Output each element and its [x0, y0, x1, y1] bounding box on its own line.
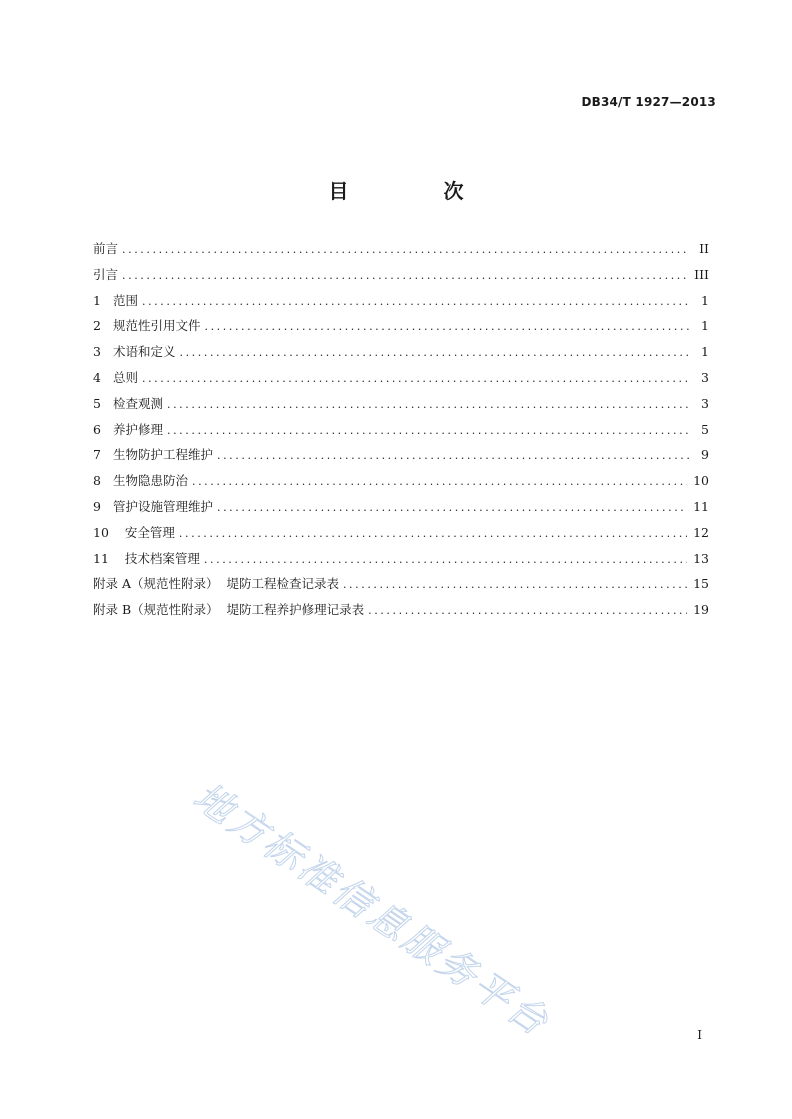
toc-entry-number: 3 [93, 344, 101, 360]
toc-entry-title: 生物隐患防治 [112, 473, 188, 489]
toc-entry[interactable] [93, 442, 709, 468]
toc-entry[interactable] [93, 468, 709, 494]
toc-entry-page: 3 [701, 369, 709, 385]
toc-entry-number: 9 [93, 498, 101, 514]
toc-entry-title: 附录 B（规范性附录） 堤防工程养护修理记录表 [93, 602, 365, 618]
toc-entry-page: 1 [701, 292, 709, 308]
toc-leader-dots [122, 237, 689, 263]
toc-entry-page: 19 [693, 602, 709, 618]
toc-leader-dots [343, 572, 687, 598]
toc-entry-title: 附录 A（规范性附录） 堤防工程检查记录表 [93, 576, 339, 592]
toc-entry-page: II [699, 241, 709, 256]
toc-leader-dots [368, 598, 687, 624]
toc-entry[interactable] [93, 494, 709, 520]
page-number: I [697, 1028, 702, 1042]
toc-leader-dots [142, 289, 689, 315]
toc-entry-number: 11 [93, 550, 109, 566]
toc-entry-page: 15 [693, 576, 709, 592]
toc-entry-page: 9 [701, 447, 709, 463]
toc-leader-dots [167, 418, 689, 444]
toc-entry-number: 5 [93, 395, 101, 411]
toc-leader-dots [179, 340, 689, 366]
table-of-contents [93, 236, 709, 623]
toc-leader-dots [217, 495, 687, 521]
toc-entry[interactable] [93, 288, 709, 314]
toc-entry-number: 10 [93, 524, 109, 540]
document-code: DB34/T 1927—2013 [581, 95, 716, 109]
toc-entry-title: 引言 [93, 266, 119, 282]
toc-entry-number: 6 [93, 421, 101, 437]
toc-entry[interactable] [93, 417, 709, 443]
toc-leader-dots [204, 547, 687, 573]
toc-entry-title: 规范性引用文件 [112, 318, 201, 334]
toc-entry-title: 术语和定义 [112, 344, 176, 360]
toc-entry-page: 13 [693, 550, 709, 566]
toc-leader-dots [142, 366, 689, 392]
toc-entry-title: 养护修理 [112, 421, 163, 437]
toc-entry[interactable] [93, 597, 709, 623]
toc-entry[interactable] [93, 571, 709, 597]
toc-entry-page: 1 [701, 318, 709, 334]
toc-entry-page: 5 [701, 421, 709, 437]
toc-leader-dots [122, 263, 688, 289]
toc-leader-dots [167, 392, 689, 418]
toc-entry[interactable] [93, 339, 709, 365]
toc-entry-number: 7 [93, 447, 101, 463]
toc-entry[interactable] [93, 365, 709, 391]
toc-entry[interactable] [93, 236, 709, 262]
toc-entry-page: 3 [701, 395, 709, 411]
toc-entry-title: 生物防护工程维护 [112, 447, 213, 463]
toc-entry-page: 12 [693, 524, 709, 540]
toc-leader-dots [204, 314, 689, 340]
watermark: 地方标准信息服务平台 [185, 774, 559, 1046]
toc-entry-page: 10 [693, 473, 709, 489]
toc-entry-title: 技术档案管理 [124, 550, 200, 566]
toc-entry-title: 总则 [112, 369, 138, 385]
toc-entry-title: 管护设施管理维护 [112, 498, 213, 514]
toc-entry-title: 范围 [112, 292, 138, 308]
toc-leader-dots [217, 443, 689, 469]
toc-leader-dots [192, 469, 687, 495]
toc-entry[interactable] [93, 520, 709, 546]
toc-entry[interactable] [93, 262, 709, 288]
toc-entry[interactable] [93, 313, 709, 339]
toc-entry-page: III [694, 266, 709, 282]
page-title: 目 次 [328, 179, 508, 203]
toc-leader-dots [179, 521, 687, 547]
toc-entry-title: 前言 [93, 241, 119, 256]
toc-entry-number: 1 [93, 292, 101, 308]
toc-entry-number: 2 [93, 318, 101, 334]
toc-entry-page: 1 [701, 344, 709, 360]
toc-entry-title: 检查观测 [112, 395, 163, 411]
toc-entry-title: 安全管理 [124, 524, 175, 540]
toc-entry[interactable] [93, 391, 709, 417]
toc-entry-number: 4 [93, 369, 101, 385]
toc-entry-number: 8 [93, 473, 101, 489]
toc-entry[interactable] [93, 546, 709, 572]
toc-entry-page: 11 [693, 498, 709, 514]
